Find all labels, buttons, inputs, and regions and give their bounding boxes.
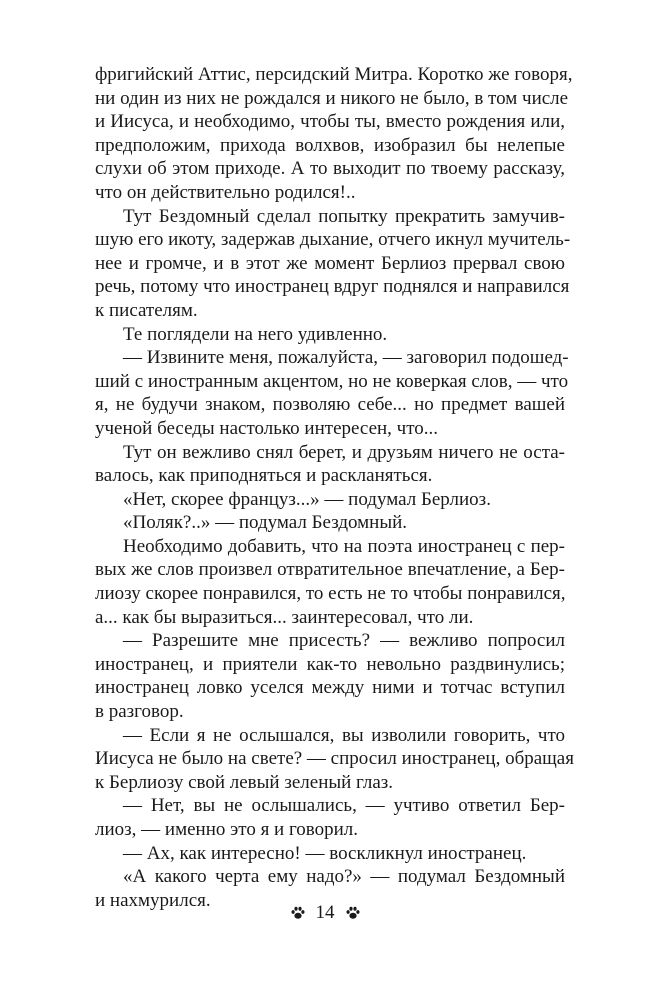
paw-icon-right — [345, 905, 361, 921]
paragraph — [95, 511, 565, 535]
text-line: ший с иностранным акцентом, но не коверкая слов, — что — [95, 370, 569, 392]
text-line: ученой беседы настолько интересен, что... — [95, 417, 439, 439]
text-line: вых же слов произвел отвратительное впечатление, а Бер- — [95, 559, 565, 581]
text-line: Тут он вежливо снял берет, и друзьям ничего не оста- — [123, 441, 565, 463]
text-line: ни один из них не рождался и никого не было, в том числе — [95, 87, 569, 109]
text-line: — Если я не ослышался, вы изволили говорить, что — [123, 724, 565, 746]
text-line: лиоз, — именно это я и говорил. — [95, 819, 359, 840]
paragraph — [95, 205, 571, 323]
text-line: и Иисуса, и необходимо, чтобы ты, вместо рождения или, — [95, 111, 565, 133]
paragraph — [95, 346, 569, 440]
text-line: фригийский Аттис, персидский Митра. Коротко же говоря, — [95, 64, 573, 85]
paragraph — [95, 794, 565, 841]
text-line: к писателям. — [95, 299, 198, 321]
text-line: Иисуса не было на свете? — спросил иностранец, обращая — [95, 748, 574, 770]
text-line: а... как бы выразиться... заинтересовал, что ли. — [95, 606, 474, 628]
text-line: предположим, прихода волхвов, изобразил бы нелепые — [95, 134, 565, 156]
text-line: лиозу скорее понравился, то есть не то чтобы понравился, — [95, 583, 566, 605]
paw-icon-left — [290, 905, 306, 921]
text-line: — Нет, вы не ослышались, — учтиво ответил Бер- — [123, 795, 565, 817]
text-line: — Разрешите мне присесть? — вежливо попросил — [123, 630, 565, 652]
page-body — [95, 63, 574, 912]
text-line: Необходимо добавить, что на поэта иностранец с пер- — [123, 535, 565, 557]
text-line: — Ах, как интересно! — воскликнул иностранец. — [123, 842, 527, 864]
text-line: «Поляк?..» — подумал Бездомный. — [123, 512, 408, 534]
text-line: иностранец ловко уселся между ними и тотчас вступил — [95, 677, 565, 699]
page-footer — [0, 902, 650, 924]
text-line: — Извините меня, пожалуйста, — заговорил подошед- — [123, 347, 569, 369]
paragraph — [95, 842, 565, 866]
text-line: слухи об этом приходе. А то выходит по твоему рассказу, — [95, 158, 565, 180]
page-number: 14 — [315, 902, 335, 923]
text-line: речь, потому что иностранец вдруг поднялся и направился — [95, 276, 570, 298]
text-line: «Нет, скорее француз...» — подумал Берлиоз. — [123, 488, 491, 510]
text-line: Тут Бездомный сделал попытку прекратить замучив- — [123, 205, 565, 227]
paragraph — [95, 441, 565, 488]
text-line: нее и громче, и в этот же момент Берлиоз прервал свою — [95, 252, 565, 274]
text-line: что он действительно родился!.. — [95, 181, 356, 203]
text-line: Те поглядели на него удивленно. — [123, 323, 388, 345]
text-line: к Берлиозу свой левый зеленый глаз. — [95, 771, 394, 793]
text-line: шую его икоту, задержав дыхание, отчего икнул мучитель- — [95, 229, 571, 251]
text-line: в разговор. — [95, 701, 184, 723]
text-line: «А какого черта ему надо?» — подумал Бездомный — [123, 866, 565, 888]
paragraph — [95, 629, 565, 723]
text-line: я, не будучи знаком, позволяю себе... но предмет вашей — [95, 394, 565, 416]
paragraph — [95, 323, 565, 347]
text-line: иностранец, и приятели как-то невольно раздвинулись; — [95, 653, 565, 675]
paragraph — [95, 724, 574, 795]
paragraph — [95, 535, 565, 629]
paragraph — [95, 488, 565, 512]
text-line: валось, как приподняться и раскланяться. — [95, 465, 433, 487]
text-line: и нахмурился. — [95, 889, 211, 911]
paragraph — [95, 63, 573, 205]
